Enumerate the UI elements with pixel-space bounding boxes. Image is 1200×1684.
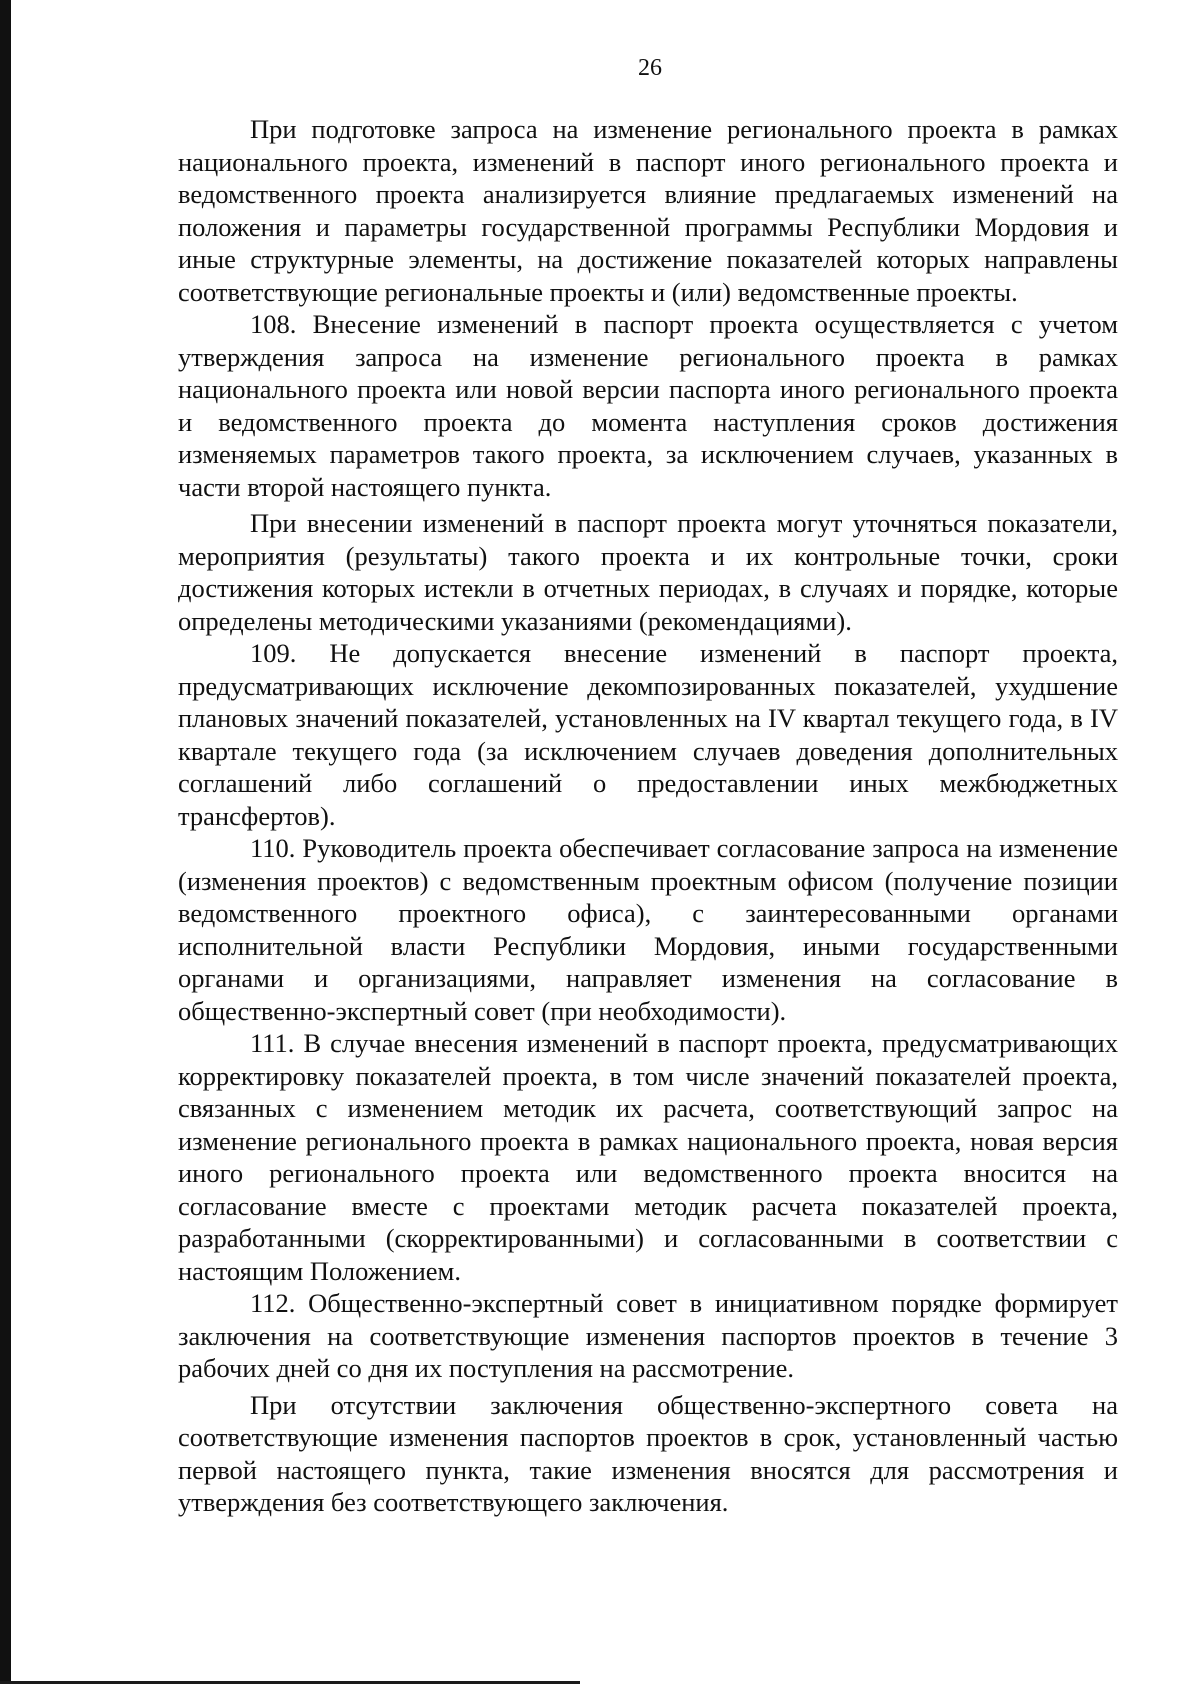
scan-left-edge	[0, 0, 11, 1684]
paragraph-108-part-2: При внесении изменений в паспорт проекта могут уточняться показатели, мероприятия (результаты) такого проекта и их контрольные точки, сроки достижения которых истекли в отчетных периодах, в случаях и порядке, которые определены методическими указаниями (рекомендациями).	[178, 508, 1118, 636]
document-body	[178, 113, 1118, 1519]
paragraph-110: 110. Руководитель проекта обеспечивает согласование запроса на изменение (изменения проектов) с ведомственным проектным офисом (получение позиции ведомственного проектного офиса), с заинтересованными органами исполнительной власти Республики Мордовия, иными государственными органами и организациями, направляет изменения на согласование в общественно-экспертный совет (при необходимости).	[178, 833, 1118, 1026]
paragraph-108: 108. Внесение изменений в паспорт проекта осуществляется с учетом утверждения запроса на изменение регионального проекта в рамках национального проекта или новой версии паспорта иного регионального проекта и ведомственного проекта до момента наступления сроков достижения изменяемых параметров такого проекта, за исключением случаев, указанных в части второй настоящего пункта.	[178, 309, 1118, 502]
page-number: 26	[638, 55, 662, 81]
paragraph-112-part-2: При отсутствии заключения общественно-экспертного совета на соответствующие изменения паспортов проектов в срок, установленный частью первой настоящего пункта, такие изменения вносятся для рассмотрения и утверждения без соответствующего заключения.	[178, 1389, 1118, 1517]
paragraph-109: 109. Не допускается внесение изменений в паспорт проекта, предусматривающих исключение декомпозированных показателей, ухудшение плановых значений показателей, установленных на IV квартал текущего года, в IV квартале текущего года (за исключением случаев доведения дополнительных соглашений либо соглашений о предоставлении иных межбюджетных трансфертов).	[178, 638, 1118, 831]
paragraph-intro: При подготовке запроса на изменение регионального проекта в рамках национального проекта, изменений в паспорт иного регионального проекта и ведомственного проекта анализируется влияние предлагаемых изменений на положения и параметры государственной программы Республики Мордовия и иные структурные элементы, на достижение показателей которых направлены соответствующие региональные проекты и (или) ведомственные проекты.	[178, 114, 1118, 307]
paragraph-111: 111. В случае внесения изменений в паспорт проекта, предусматривающих корректировку показателей проекта, в том числе значений показателей проекта, связанных с изменением методик их расчета, соответствующий запрос на изменение регионального проекта в рамках национального проекта, новая версия иного регионального проекта или ведомственного проекта вносится на согласование вместе с проектами методик расчета показателей проекта, разработанными (скорректированными) и согласованными в соответствии с настоящим Положением.	[178, 1028, 1118, 1286]
paragraph-112: 112. Общественно-экспертный совет в инициативном порядке формирует заключения на соответствующие изменения паспортов проектов в течение 3 рабочих дней со дня их поступления на рассмотрение.	[178, 1288, 1118, 1383]
